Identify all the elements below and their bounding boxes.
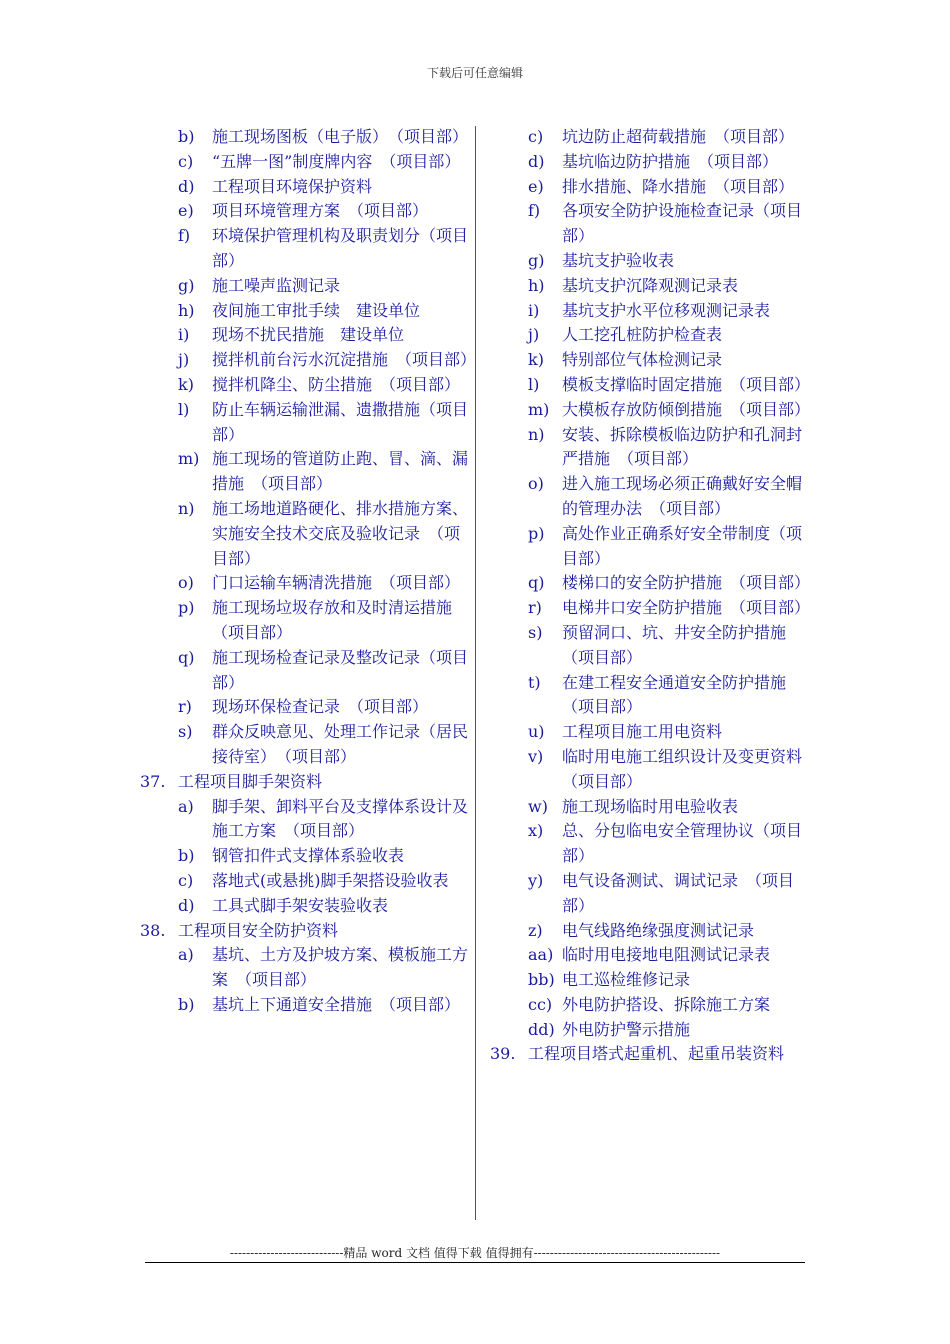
list-item (490, 993, 810, 1018)
left-column (140, 125, 477, 1018)
list-item (140, 323, 470, 348)
item-text: 外电防护搭设、拆除施工方案 (562, 994, 771, 1014)
item-label: i) (178, 325, 190, 345)
item-label: g) (528, 250, 545, 270)
item-text: 搅拌机前台污水沉淀措施 （项目部） (212, 350, 477, 370)
list-item (140, 695, 470, 720)
item-text: 预留洞口、坑、井安全防护措施（项目部） (562, 622, 787, 667)
list-item (490, 819, 810, 869)
item-text: 施工现场图板（电子版） （项目部） (212, 127, 469, 146)
list-item (140, 447, 470, 497)
item-text: 基坑支护验收表 (562, 250, 675, 270)
list-item (140, 869, 470, 894)
list-item (490, 919, 810, 944)
list-item (140, 125, 470, 150)
item-label: f) (528, 201, 541, 221)
item-text: 在建工程安全通道安全防护措施（项目部） (562, 672, 787, 717)
list-item (490, 671, 810, 721)
item-label: u) (528, 722, 545, 742)
item-text: 电工巡检维修记录 (562, 970, 691, 990)
item-label: g) (178, 275, 195, 295)
item-text: “五牌一图”制度牌内容 （项目部） (212, 151, 461, 171)
item-label: l) (178, 399, 190, 419)
item-text: 临时用电施工组织设计及变更资料 （项目部） (562, 746, 819, 791)
item-text: 基坑上下通道安全措施 （项目部） (212, 994, 461, 1014)
list-item (490, 571, 810, 596)
item-label: h) (178, 300, 195, 320)
section-number: 37. (140, 771, 166, 791)
list-item (490, 199, 810, 249)
footer-rule (145, 1262, 805, 1263)
list-item (140, 943, 470, 993)
list-item (140, 844, 470, 869)
list-item (140, 398, 470, 448)
item-text: 临时用电接地电阻测试记录表 (562, 945, 771, 965)
item-label: d) (528, 151, 545, 171)
list-item (490, 274, 810, 299)
item-label: o) (528, 474, 544, 494)
item-text: 电气设备测试、调试记录 （项目部） (562, 870, 795, 915)
right-column (490, 125, 819, 1067)
item-label: k) (528, 350, 544, 370)
item-text: 施工现场临时用电验收表 (562, 796, 739, 816)
item-text: 门口运输车辆清洗措施 （项目部） (212, 573, 461, 593)
item-label: t) (528, 672, 541, 692)
item-label: i) (528, 300, 540, 320)
item-label: c) (528, 127, 544, 146)
section-title: 工程项目塔式起重机、起重吊装资料 (528, 1044, 785, 1064)
item-text: 基坑临边防护措施 （项目部） (562, 151, 779, 171)
item-label: c) (178, 151, 194, 171)
list-item (490, 323, 810, 348)
list-item (490, 125, 810, 150)
list-item (490, 596, 810, 621)
item-label: bb) (528, 970, 555, 990)
item-text: 落地式(或悬挑)脚手架搭设验收表 (212, 870, 449, 890)
list-item (490, 621, 810, 671)
item-label: j) (528, 325, 540, 345)
list-item (490, 348, 810, 373)
item-label: n) (528, 424, 545, 444)
item-label: x) (528, 821, 544, 841)
list-item (140, 274, 470, 299)
list-item (140, 646, 470, 696)
list-item (490, 522, 810, 572)
list-item (140, 199, 470, 224)
item-text: 施工现场检查记录及整改记录（项目部） (212, 647, 469, 692)
item-text: 坑边防止超荷载措施 （项目部） (562, 127, 795, 146)
item-label: b) (178, 994, 195, 1014)
item-label: r) (178, 697, 192, 717)
item-text: 环境保护管理机构及职责划分（项目部） (212, 226, 469, 270)
item-text: 人工挖孔桩防护检查表 (562, 325, 723, 345)
item-label: aa) (528, 945, 554, 965)
list-item (490, 175, 810, 200)
item-label: w) (528, 796, 548, 816)
item-label: q) (528, 573, 545, 593)
list-item (490, 472, 810, 522)
item-text: 搅拌机降尘、防尘措施 （项目部） (212, 374, 461, 394)
list-item (490, 1018, 810, 1043)
item-label: e) (178, 201, 194, 221)
list-item (140, 175, 470, 200)
item-text: 脚手架、卸料平台及支撑体系设计及施工方案 （项目部） (212, 796, 469, 841)
list-item (140, 348, 477, 373)
item-text: 防止车辆运输泄漏、遗撒措施（项目部） (212, 399, 469, 444)
item-label: o) (178, 573, 194, 593)
item-text: 总、分包临电安全管理协议（项目部） (562, 821, 803, 866)
list-item (490, 943, 810, 968)
item-text: 施工场地道路硬化、排水措施方案、实施安全技术交底及验收记录 （项目部） (212, 498, 469, 568)
item-text: 高处作业正确系好安全带制度（项目部） (562, 523, 803, 568)
list-item (140, 720, 470, 770)
item-label: e) (528, 176, 544, 196)
item-label: h) (528, 275, 545, 295)
item-label: n) (178, 498, 195, 518)
section-number: 38. (140, 920, 166, 940)
list-item (490, 249, 810, 274)
item-text: 楼梯口的安全防护措施 （项目部） (562, 573, 811, 593)
page-header: 下载后可任意编辑 (426, 66, 523, 80)
list-item (490, 373, 810, 398)
item-label: d) (178, 895, 195, 915)
item-text: 工具式脚手架安装验收表 (212, 895, 389, 915)
item-label: s) (528, 622, 543, 642)
list-item (140, 150, 470, 175)
item-text: 电气线路绝缘强度测试记录 (562, 920, 755, 940)
column-divider (475, 126, 476, 1220)
item-text: 施工现场的管道防止跑、冒、滴、漏措施 （项目部） (212, 449, 469, 494)
item-text: 大模板存放防倾倒措施 （项目部） (562, 399, 811, 419)
item-label: r) (528, 598, 542, 618)
item-text: 项目环境管理方案 （项目部） (212, 201, 429, 221)
list-item (140, 299, 470, 324)
item-label: c) (178, 870, 194, 890)
list-item (140, 497, 470, 571)
list-item (490, 720, 810, 745)
list-item (490, 299, 810, 324)
item-text: 施工现场垃圾存放和及时清运措施 （项目部） (212, 598, 469, 642)
item-text: 特别部位气体检测记录 (562, 350, 723, 370)
item-label: y) (528, 870, 544, 890)
item-label: b) (178, 846, 195, 866)
item-label: z) (528, 920, 543, 940)
item-label: f) (178, 226, 191, 246)
list-item (140, 795, 470, 845)
item-label: q) (178, 647, 195, 667)
section-title: 工程项目脚手架资料 (178, 771, 323, 791)
item-text: 夜间施工审批手续 建设单位 (212, 300, 421, 320)
list-item (140, 894, 470, 919)
list-item (490, 398, 810, 423)
list-item (490, 869, 810, 919)
item-text: 基坑支护沉降观测记录表 (562, 275, 739, 295)
item-label: a) (178, 796, 194, 816)
item-text: 工程项目施工用电资料 (562, 722, 723, 742)
item-text: 钢管扣件式支撑体系验收表 (212, 846, 405, 866)
item-text: 施工噪声监测记录 (212, 275, 341, 295)
section-heading (140, 770, 470, 795)
section-number: 39. (490, 1044, 516, 1064)
item-label: cc) (528, 994, 553, 1014)
item-text: 外电防护警示措施 (562, 1019, 691, 1039)
item-text: 模板支撑临时固定措施 （项目部） (562, 374, 811, 394)
item-label: p) (178, 598, 195, 618)
item-text: 排水措施、降水措施 （项目部） (562, 176, 795, 196)
list-item (140, 571, 470, 596)
item-label: s) (178, 722, 193, 742)
item-text: 各项安全防护设施检查记录（项目部） (562, 201, 803, 246)
item-label: a) (178, 945, 194, 965)
list-item (490, 795, 810, 820)
list-item (140, 596, 470, 646)
list-item (490, 745, 819, 795)
item-text: 现场不扰民措施 建设单位 (212, 325, 405, 345)
section-title: 工程项目安全防护资料 (178, 920, 339, 940)
list-item (140, 224, 470, 274)
item-label: d) (178, 176, 195, 196)
item-label: m) (178, 449, 200, 469)
list-item (140, 993, 470, 1018)
item-text: 电梯井口安全防护措施 （项目部） (562, 598, 811, 618)
section-heading (490, 1042, 810, 1067)
item-label: j) (178, 350, 190, 370)
item-label: dd) (528, 1019, 555, 1039)
list-item (490, 968, 810, 993)
item-text: 工程项目环境保护资料 (212, 176, 373, 196)
item-label: v) (528, 746, 544, 766)
item-text: 现场环保检查记录 （项目部） (212, 697, 429, 717)
item-text: 进入施工现场必须正确戴好安全帽的管理办法 （项目部） (562, 474, 803, 518)
section-heading (140, 919, 470, 944)
item-label: p) (528, 523, 545, 543)
item-text: 基坑支护水平位移观测记录表 (562, 300, 771, 320)
item-label: b) (178, 127, 195, 146)
list-item (490, 150, 810, 175)
item-label: k) (178, 374, 194, 394)
list-item (490, 423, 810, 473)
item-label: l) (528, 374, 540, 394)
item-label: m) (528, 399, 550, 419)
item-text: 安装、拆除模板临边防护和孔洞封严措施 （项目部） (562, 424, 803, 469)
item-text: 基坑、土方及护坡方案、模板施工方案 （项目部） (212, 945, 469, 990)
list-item (140, 373, 470, 398)
page-footer: ----------------------------精品 word 文档 值得下载 值得拥有---------------------------------------------- (229, 1246, 721, 1260)
item-text: 群众反映意见、处理工作记录（居民接待室） （项目部） (212, 722, 469, 766)
